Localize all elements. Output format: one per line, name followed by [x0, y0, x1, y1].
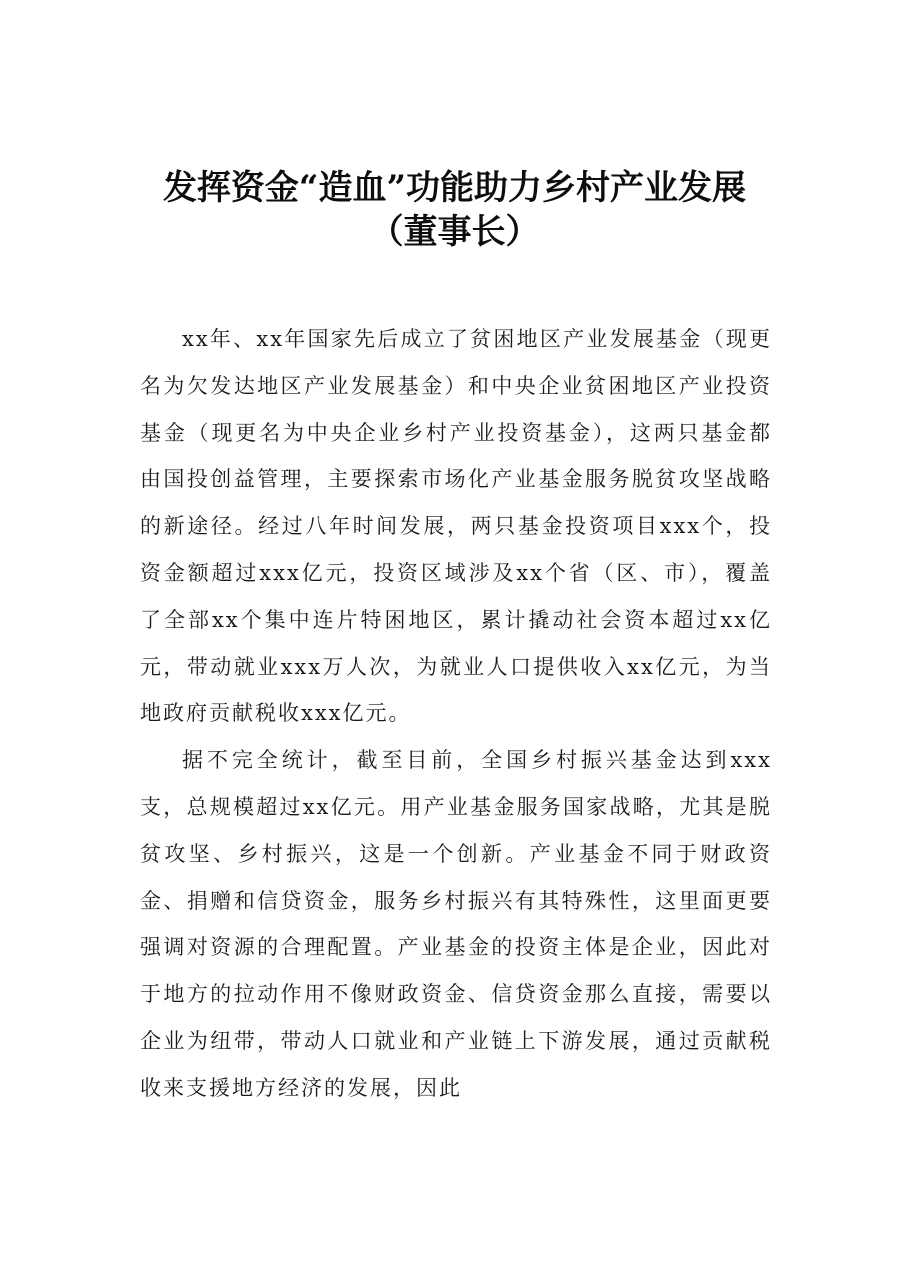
document-title: 发挥资金“造血”功能助力乡村产业发展 [162, 168, 747, 208]
document-subtitle: （董事长） [369, 212, 540, 252]
document-body [140, 316, 772, 1112]
paragraph-2: 据不完全统计，截至目前，全国乡村振兴基金达到xxx支，总规模超过xx亿元。用产业基金服务国家战略，尤其是脱贫攻坚、乡村振兴，这是一个创新。产业基金不同于财政资金、捐赠和信贷资金，服务乡村振兴有其特殊性，这里面更要强调对资源的合理配置。产业基金的投资主体是企业，因此对于地方的拉动作用不像财政资金、信贷资金那么直接，需要以企业为纽带，带动人口就业和产业链上下游发展，通过贡献税收来支援地方经济的发展，因此 [140, 748, 772, 1100]
paragraph-1: xx年、xx年国家先后成立了贫困地区产业发展基金（现更名为欠发达地区产业发展基金）和中央企业贫困地区产业投资基金（现更名为中央企业乡村产业投资基金），这两只基金都由国投创益管理，主要探索市场化产业基金服务脱贫攻坚战略的新途径。经过八年时间发展，两只基金投资项目xxx个，投资金额超过xxx亿元，投资区域涉及xx个省（区、市），覆盖了全部xx个集中连片特困地区，累计撬动社会资本超过xx亿元，带动就业xxx万人次，为就业人口提供收入xx亿元，为当地政府贡献税收xxx亿元。 [140, 327, 772, 726]
